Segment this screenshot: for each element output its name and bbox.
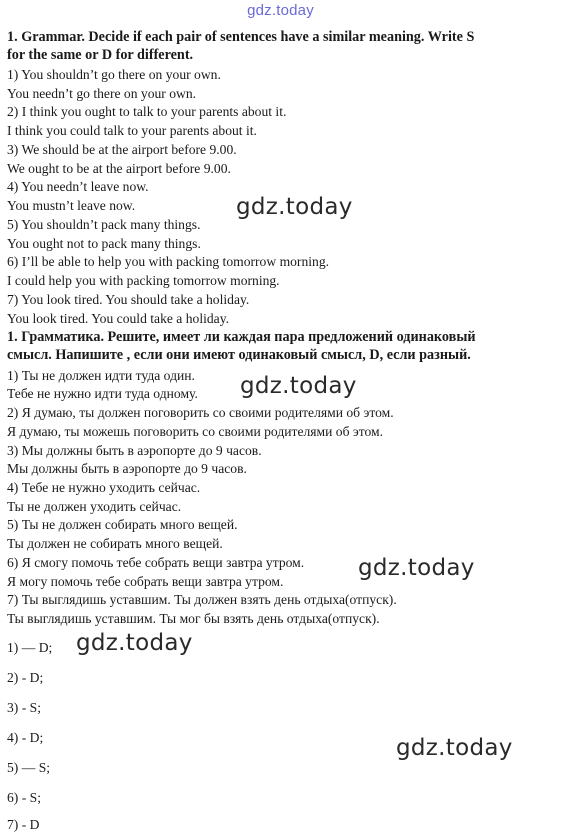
- english-line-9: 5) You shouldn’t pack many things.: [7, 217, 201, 232]
- russian-line-11: 6) Я смогу помочь тебе собрать вещи завтра утром.: [7, 555, 305, 570]
- answer-1: 1) — D;: [7, 640, 53, 655]
- top-watermark: gdz.today: [247, 2, 314, 19]
- english-line-2: You needn’t go there on your own.: [7, 86, 197, 101]
- answer-5: 5) — S;: [7, 760, 51, 775]
- english-line-1: 1) You shouldn’t go there on your own.: [7, 67, 221, 82]
- english-heading: [7, 28, 555, 64]
- english-line-14: You look tired. You could take a holiday.: [7, 311, 230, 326]
- russian-heading-line-1: 1. Грамматика. Решите, имеет ли каждая пара предложений одинаковый: [7, 329, 476, 345]
- english-line-10: You ought not to pack many things.: [7, 236, 201, 251]
- russian-line-4: Я думаю, ты можешь поговорить со своими родителями об этом.: [7, 424, 384, 439]
- answer-7: 7) - D: [7, 817, 40, 832]
- english-heading-line-1: 1. Grammar. Decide if each pair of sentences have a similar meaning. Write S: [7, 29, 475, 45]
- russian-line-12: Я могу помочь тебе собрать вещи завтра утром.: [7, 574, 284, 589]
- russian-line-13: 7) Ты выглядишь уставшим. Ты должен взять день отдыха(отпуск).: [7, 592, 397, 607]
- russian-line-1: 1) Ты не должен идти туда один.: [7, 368, 195, 383]
- english-line-7: 4) You needn’t leave now.: [7, 179, 149, 194]
- english-line-4: I think you could talk to your parents about it.: [7, 123, 257, 138]
- russian-line-3: 2) Я думаю, ты должен поговорить со своими родителями об этом.: [7, 405, 394, 420]
- russian-line-5: 3) Мы должны быть в аэропорте до 9 часов.: [7, 443, 262, 458]
- russian-line-7: 4) Тебе не нужно уходить сейчас.: [7, 480, 201, 495]
- russian-line-6: Мы должны быть в аэропорте до 9 часов.: [7, 461, 247, 476]
- russian-line-14: Ты выглядишь уставшим. Ты мог бы взять день отдыха(отпуск).: [7, 611, 380, 626]
- english-line-11: 6) I’ll be able to help you with packing tomorrow morning.: [7, 254, 330, 269]
- english-line-3: 2) I think you ought to talk to your parents about it.: [7, 104, 287, 119]
- answer-4: 4) - D;: [7, 730, 44, 745]
- russian-heading-line-2: смысл. Напишите , если они имеют одинаковый смысл, D, если разный.: [7, 347, 471, 363]
- russian-heading: [7, 328, 555, 364]
- english-heading-line-2: for the same or D for different.: [7, 47, 194, 63]
- watermark-4: gdz.today: [76, 630, 193, 656]
- english-line-13: 7) You look tired. You should take a holiday.: [7, 292, 250, 307]
- watermark-1: gdz.today: [236, 194, 353, 220]
- english-line-8: You mustn’t leave now.: [7, 198, 136, 213]
- watermark-5: gdz.today: [396, 735, 513, 761]
- answer-2: 2) - D;: [7, 670, 44, 685]
- answer-3: 3) - S;: [7, 700, 41, 715]
- english-line-5: 3) We should be at the airport before 9.00.: [7, 142, 237, 157]
- russian-line-8: Ты не должен уходить сейчас.: [7, 499, 182, 514]
- watermark-2: gdz.today: [240, 373, 357, 399]
- watermark-3: gdz.today: [358, 555, 475, 581]
- russian-line-2: Тебе не нужно идти туда одному.: [7, 386, 198, 401]
- english-line-6: We ought to be at the airport before 9.00.: [7, 161, 231, 176]
- russian-line-10: Ты должен не собирать много вещей.: [7, 536, 223, 551]
- russian-line-9: 5) Ты не должен собирать много вещей.: [7, 517, 238, 532]
- answer-6: 6) - S;: [7, 790, 41, 805]
- english-line-12: I could help you with packing tomorrow morning.: [7, 273, 280, 288]
